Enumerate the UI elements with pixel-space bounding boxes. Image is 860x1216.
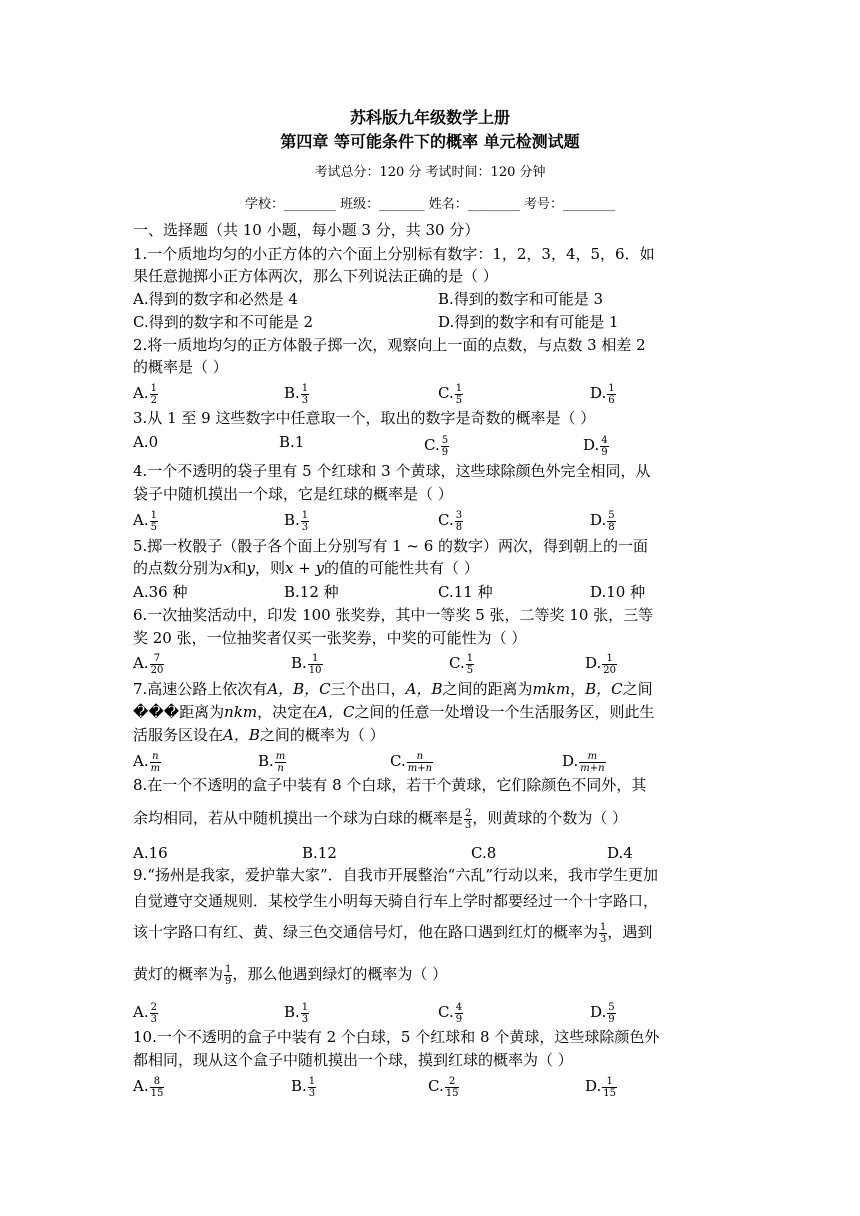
q10-option-b: B. $\frac{1}{3}$ — [291, 1075, 316, 1099]
q3-option-d: D. $\frac{4}{9}$ — [583, 434, 608, 458]
q5-option-b: B.12 种 — [284, 583, 339, 601]
q10-option-c: C. $\frac{2}{15}$ — [428, 1075, 459, 1099]
fraction: $\frac{1}{5}$ — [466, 652, 474, 676]
question-2-line-2: 的概率是（ ） — [133, 358, 228, 376]
fraction: $\frac{4}{9}$ — [455, 1001, 463, 1025]
question-7-line-3: 活服务区设在A，B之间的概率为（ ） — [133, 726, 385, 744]
fraction: $\frac{5}{9}$ — [608, 1001, 615, 1025]
fraction: $\frac{m}{n}$ — [275, 750, 286, 774]
fraction: $\frac{1}{10}$ — [308, 652, 322, 676]
fraction: $\frac{1}{5}$ — [455, 382, 463, 406]
q4-option-d: D. $\frac{5}{8}$ — [590, 509, 615, 533]
question-9-line-4: 黄灯的概率为 $\frac{1}{9}$ ，那么他遇到绿灯的概率为（ ） — [133, 963, 448, 987]
q5-option-d: D.10 种 — [590, 583, 646, 601]
q9-option-d: D. $\frac{5}{9}$ — [590, 1001, 615, 1025]
fraction: $\frac{1}{15}$ — [603, 1075, 616, 1099]
question-4-line-1: 4.一个不透明的袋子里有 5 个红球和 3 个黄球，这些球除颜色外完全相同，从 — [133, 462, 651, 480]
q8-option-b: B.12 — [302, 844, 337, 862]
fraction: $\frac{2}{15}$ — [445, 1075, 459, 1099]
question-7-line-1: 7.高速公路上依次有A，B，C三个出口，A，B之间的距离为mkm，B，C之间 — [133, 680, 653, 698]
question-5-line-1: 5.掷一枚骰子（骰子各个面上分别写有 1 ~ 6 的数字）两次，得到朝上的一面 — [133, 537, 649, 555]
q1-option-d: D.得到的数字和有可能是 1 — [438, 313, 619, 331]
q6-option-b: B. $\frac{1}{10}$ — [291, 652, 322, 676]
fraction: $\frac{7}{20}$ — [150, 652, 164, 676]
q7-option-c: C. $\frac{n}{m+n}$ — [390, 750, 433, 774]
q4-option-b: B. $\frac{1}{3}$ — [284, 509, 309, 533]
q2-option-c: C. $\frac{1}{5}$ — [438, 382, 463, 406]
doc-title: 苏科版九年级数学上册 — [349, 108, 510, 127]
q5-option-c: C.11 种 — [438, 583, 493, 601]
q3-option-a: A.0 — [133, 433, 159, 451]
q1-option-b: B.得到的数字和可能是 3 — [438, 290, 604, 308]
question-10-line-2: 都相同，现从这个盒子中随机摸出一个球，摸到红球的概率为（ ） — [133, 1051, 573, 1069]
question-3-line-1: 3.从 1 至 9 这些数字中任意取一个，取出的数字是奇数的概率是（ ） — [133, 409, 596, 427]
q7-option-a: A. $\frac{n}{m}$ — [133, 750, 161, 774]
q6-option-a: A. $\frac{7}{20}$ — [133, 652, 164, 676]
fraction: $\frac{4}{9}$ — [601, 434, 608, 458]
fraction: $\frac{1}{3}$ — [301, 382, 309, 406]
q7-option-d: D. $\frac{m}{m+n}$ — [562, 750, 605, 774]
question-10-line-1: 10.一个不透明的盒子中装有 2 个白球，5 个红球和 8 个黄球，这些球除颜色外 — [133, 1028, 660, 1046]
question-9-line-3: 该十字路口有红、黄、绿三色交通信号灯，他在路口遇到红灯的概率为 $\frac{1}{3}$ ，遇到 — [133, 921, 653, 945]
fraction: $\frac{8}{15}$ — [150, 1075, 164, 1099]
q8-option-d: D.4 — [607, 844, 633, 862]
question-7-line-2: ���距离为nkm，决定在A，C之间的任意一处增设一个生活服务区，则此生 — [133, 703, 655, 721]
fraction: $\frac{m}{m+n}$ — [580, 750, 605, 774]
fraction: $\frac{1}{3}$ — [600, 921, 607, 945]
exam-info: 考试总分：120 分 考试时间：120 分钟 — [314, 165, 546, 180]
fraction: $\frac{n}{m+n}$ — [407, 750, 433, 774]
question-1-line-1: 1.一个质地均匀的小正方体的六个面上分别标有数字：1，2，3，4，5，6．如 — [133, 245, 655, 263]
q10-option-d: D. $\frac{1}{15}$ — [585, 1075, 616, 1099]
fraction: $\frac{1}{9}$ — [225, 963, 232, 987]
q4-option-a: A. $\frac{1}{5}$ — [133, 509, 157, 533]
question-6-line-1: 6.一次抽奖活动中，印发 100 张奖券，其中一等奖 5 张，二等奖 10 张，三等 — [133, 606, 654, 624]
q4-option-c: C. $\frac{3}{8}$ — [438, 509, 463, 533]
fraction: $\frac{1}{5}$ — [150, 509, 157, 533]
q8-option-a: A.16 — [133, 844, 168, 862]
fraction: $\frac{5}{8}$ — [608, 509, 615, 533]
fraction: $\frac{2}{3}$ — [150, 1001, 157, 1025]
student-fields: 学校：________ 班级：_______ 姓名：________ 考号：________ — [245, 197, 615, 212]
fraction: $\frac{3}{8}$ — [455, 509, 463, 533]
q7-option-b: B. $\frac{m}{n}$ — [258, 750, 286, 774]
fraction: $\frac{2}{3}$ — [465, 807, 472, 831]
question-9-line-2: 自觉遵守交通规则．某校学生小明每天骑自行车上学时都要经过一个十字路口， — [133, 892, 659, 910]
q9-option-a: A. $\frac{2}{3}$ — [133, 1001, 157, 1025]
q3-option-b: B.1 — [279, 433, 305, 451]
question-4-line-2: 袋子中随机摸出一个球，它是红球的概率是（ ） — [133, 485, 453, 503]
fraction: $\frac{1}{6}$ — [608, 382, 615, 406]
q9-option-b: B. $\frac{1}{3}$ — [284, 1001, 309, 1025]
question-8-line-1: 8.在一个不透明的盒子中装有 8 个白球，若干个黄球，它们除颜色不同外，其 — [133, 776, 647, 794]
fraction: $\frac{1}{3}$ — [308, 1075, 316, 1099]
fraction: $\frac{1}{3}$ — [301, 1001, 309, 1025]
q2-option-d: D. $\frac{1}{6}$ — [590, 382, 615, 406]
question-9-line-1: 9.“扬州是我家，爱护靠大家”．自我市开展整治“六乱”行动以来，我市学生更加 — [133, 866, 658, 884]
doc-subtitle: 第四章 等可能条件下的概率 单元检测试题 — [280, 132, 580, 151]
q6-option-c: C. $\frac{1}{5}$ — [449, 652, 474, 676]
question-1-line-2: 果任意抛掷小正方体两次，那么下列说法正确的是（ ） — [133, 267, 498, 285]
q1-option-a: A.得到的数字和必然是 4 — [133, 290, 298, 308]
question-6-line-2: 奖 20 张，一位抽奖者仅买一张奖券，中奖的可能性为（ ） — [133, 629, 527, 647]
q9-option-c: C. $\frac{4}{9}$ — [438, 1001, 463, 1025]
q10-option-a: A. $\frac{8}{15}$ — [133, 1075, 164, 1099]
q3-option-c: C. $\frac{5}{9}$ — [424, 434, 449, 458]
section-heading: 一、选择题（共 10 小题，每小题 3 分，共 30 分） — [133, 221, 480, 239]
fraction: $\frac{1}{2}$ — [150, 382, 157, 406]
fraction: $\frac{5}{9}$ — [441, 434, 449, 458]
fraction: $\frac{1}{20}$ — [603, 652, 616, 676]
fraction: $\frac{n}{m}$ — [150, 750, 161, 774]
q2-option-a: A. $\frac{1}{2}$ — [133, 382, 157, 406]
question-8-line-2: 余均相同，若从中随机摸出一个球为白球的概率是 $\frac{2}{3}$ ，则黄球的个数为（ ） — [133, 807, 628, 831]
q1-option-c: C.得到的数字和不可能是 2 — [133, 313, 314, 331]
q2-option-b: B. $\frac{1}{3}$ — [284, 382, 309, 406]
question-5-line-2: 的点数分别为x和y，则x + y的值的可能性共有（ ） — [133, 559, 479, 577]
question-2-line-1: 2.将一质地均匀的正方体骰子掷一次，观察向上一面的点数，与点数 3 相差 2 — [133, 336, 646, 354]
q8-option-c: C.8 — [471, 844, 497, 862]
q6-option-d: D. $\frac{1}{20}$ — [585, 652, 616, 676]
fraction: $\frac{1}{3}$ — [301, 509, 309, 533]
q5-option-a: A.36 种 — [133, 583, 188, 601]
